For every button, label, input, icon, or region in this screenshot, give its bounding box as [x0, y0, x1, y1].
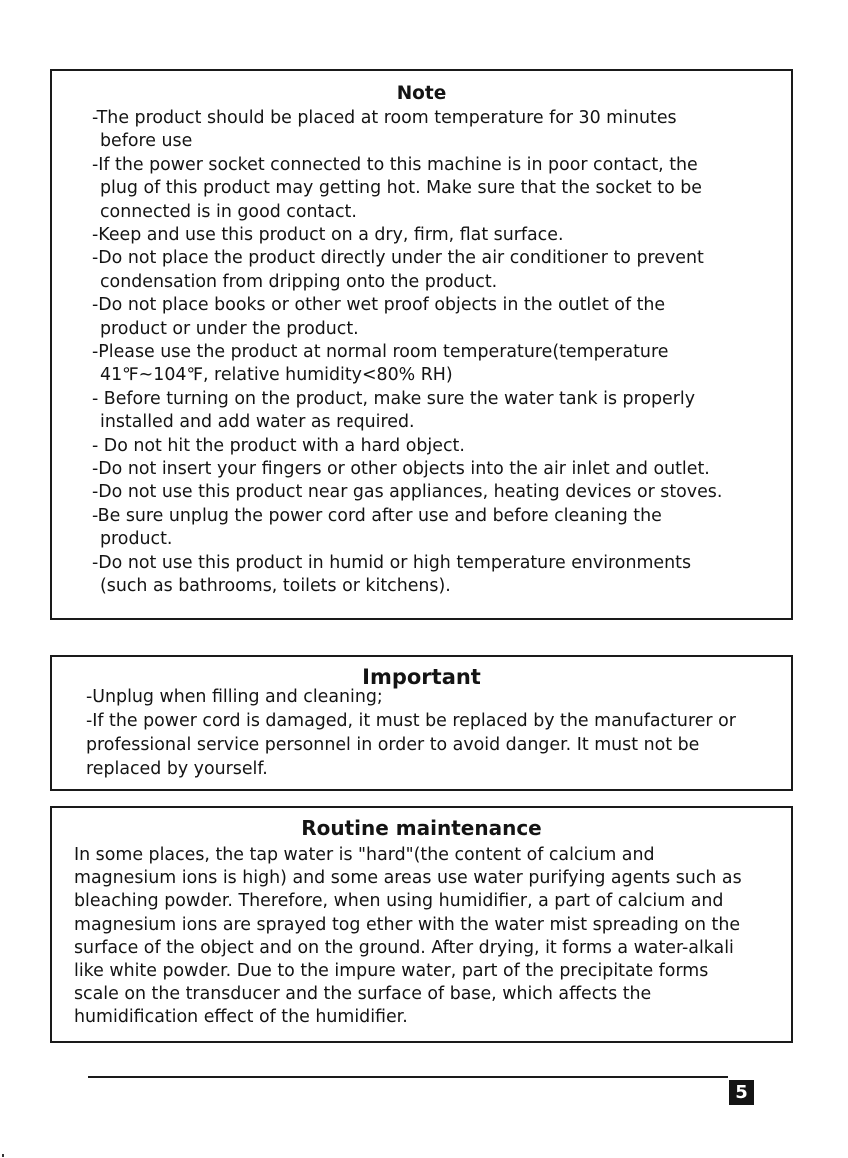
important-title: Important	[362, 665, 481, 689]
important-line: -If the power cord is damaged, it must be replaced by the manufacturer or	[86, 711, 736, 731]
note-line: connected is in good contact.	[100, 201, 357, 222]
note-line: -Please use the product at normal room temperature(temperature	[92, 342, 669, 362]
routine-line: scale on the transducer and the surface of base, which affects the	[74, 984, 652, 1005]
important-box	[50, 655, 793, 791]
note-line: product or under the product.	[100, 318, 359, 339]
note-line: product.	[100, 529, 173, 550]
routine-line: surface of the object and on the ground. After drying, it forms a water-alkali	[74, 937, 734, 958]
routine-maintenance-box	[50, 806, 793, 1043]
routine-line: In some places, the tap water is "hard"(the content of calcium and	[74, 845, 655, 865]
corner-mark	[2, 1154, 4, 1157]
note-line: -Do not insert your fingers or other objects into the air inlet and outlet.	[92, 459, 710, 479]
note-line: 41℉~104℉, relative humidity<80% RH)	[100, 365, 453, 386]
note-line: plug of this product may getting hot. Make sure that the socket to be	[100, 178, 702, 199]
note-line: -Be sure unplug the power cord after use and before cleaning the	[92, 505, 662, 526]
note-line: -Keep and use this product on a dry, firm, flat surface.	[92, 225, 564, 245]
important-line: professional service personnel in order to avoid danger. It must not be	[86, 735, 700, 755]
note-line: -If the power socket connected to this machine is in poor contact, the	[92, 154, 698, 175]
important-line: -Unplug when filling and cleaning;	[86, 687, 383, 707]
routine-line: humidification effect of the humidifier.	[74, 1007, 408, 1028]
note-line: - Before turning on the product, make sure the water tank is properly	[92, 388, 695, 409]
note-line: - Do not hit the product with a hard object.	[92, 435, 465, 456]
note-line: (such as bathrooms, toilets or kitchens).	[100, 576, 451, 596]
routine-line: like white powder. Due to the impure water, part of the precipitate forms	[74, 961, 709, 981]
routine-maintenance-title: Routine maintenance	[301, 816, 542, 840]
footer-rule	[88, 1076, 728, 1078]
note-box	[50, 69, 793, 620]
note-line: -Do not place books or other wet proof objects in the outlet of the	[92, 295, 666, 316]
note-line: installed and add water as required.	[100, 412, 415, 433]
routine-line: bleaching powder. Therefore, when using humidifier, a part of calcium and	[74, 891, 724, 912]
note-title: Note	[396, 83, 447, 104]
note-line: -Do not use this product near gas appliances, heating devices or stoves.	[92, 482, 723, 503]
note-line: -Do not use this product in humid or high temperature environments	[92, 552, 692, 573]
routine-line: magnesium ions are sprayed tog ether with the water mist spreading on the	[74, 914, 741, 935]
note-line: condensation from dripping onto the product.	[100, 271, 498, 292]
important-line: replaced by yourself.	[86, 759, 268, 779]
note-line: before use	[100, 131, 193, 152]
routine-line: magnesium ions is high) and some areas use water purifying agents such as	[74, 868, 742, 889]
note-line: -Do not place the product directly under the air conditioner to prevent	[92, 248, 704, 269]
note-line: -The product should be placed at room temperature for 30 minutes	[92, 108, 677, 128]
page-number-badge: 5	[729, 1080, 754, 1105]
